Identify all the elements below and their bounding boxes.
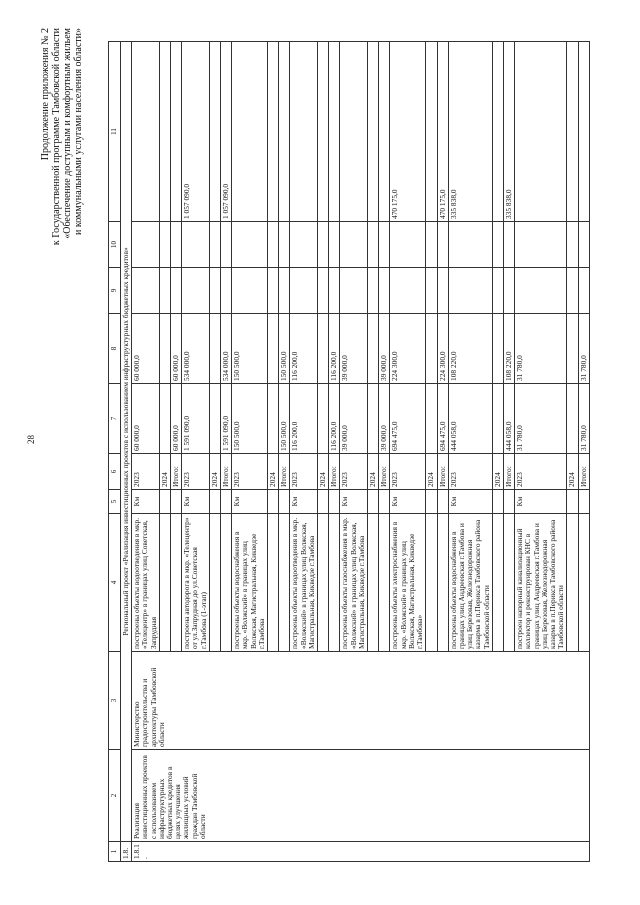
cell-col11 [232, 42, 268, 222]
row-unit: Км [232, 490, 268, 514]
cell-col9 [515, 268, 567, 314]
cell-col11: 335 838,0 [503, 42, 514, 222]
row-unit [503, 490, 514, 514]
cell-col8 [268, 314, 279, 384]
cell-col9 [379, 268, 390, 314]
row-period: 2024 [492, 454, 503, 490]
cell-col8 [159, 314, 170, 384]
row-result [503, 514, 514, 652]
row-period: Итого: [221, 454, 232, 490]
cell-col9 [232, 268, 268, 314]
row-result [368, 514, 379, 652]
row-period: 2024 [268, 454, 279, 490]
column-number-5: 5 [109, 490, 121, 514]
row-unit: Км [340, 490, 368, 514]
cell-col11: 1 057 090,0 [221, 42, 232, 222]
cell-col7 [268, 384, 279, 454]
row-period: Итого: [437, 454, 448, 490]
row-unit: Км [132, 490, 160, 514]
cell-col7: 60 000,0 [132, 384, 160, 454]
cell-col9 [159, 268, 170, 314]
row-unit [578, 490, 589, 514]
cell-col11 [492, 42, 503, 222]
cell-col7: 60 000,0 [171, 384, 182, 454]
cell-col11 [159, 42, 170, 222]
row-unit [318, 490, 329, 514]
cell-col9 [171, 268, 182, 314]
cell-col7 [159, 384, 170, 454]
cell-col10 [318, 222, 329, 268]
row-period: 2023 [182, 454, 210, 490]
cell-col11 [290, 42, 318, 222]
row-unit [279, 490, 290, 514]
cell-col11: 335 838,0 [448, 42, 492, 222]
cell-col7: 116 200,0 [290, 384, 318, 454]
table-body [121, 42, 590, 862]
row-unit [171, 490, 182, 514]
row-unit: Км [390, 490, 426, 514]
row-period: Итого: [379, 454, 390, 490]
row-result: построены объекты газоснабжения в мкр. «Волжский» в границах улиц Волжская, Магистральная, Кикведзе г.Тамбова [340, 514, 368, 652]
row-result [567, 514, 578, 652]
row-unit [329, 490, 340, 514]
cell-col10 [492, 222, 503, 268]
row-result [318, 514, 329, 652]
cell-col9 [368, 268, 379, 314]
cell-col11 [340, 42, 368, 222]
column-number-10: 10 [109, 222, 121, 268]
cell-col7: 150 500,0 [279, 384, 290, 454]
row-period: 2023 [390, 454, 426, 490]
row-period: 2024 [567, 454, 578, 490]
row-unit [268, 490, 279, 514]
cell-col10 [232, 222, 268, 268]
cell-col11 [209, 42, 220, 222]
column-number-1: 1 [109, 842, 121, 862]
cell-col10 [503, 222, 514, 268]
cell-col7: 116 200,0 [329, 384, 340, 454]
cell-col11 [132, 42, 160, 222]
cell-col7 [567, 384, 578, 454]
column-number-9: 9 [109, 268, 121, 314]
cell-col8: 108 220,0 [503, 314, 514, 384]
cell-col9 [437, 268, 448, 314]
column-number-8: 8 [109, 314, 121, 384]
cell-col7 [318, 384, 329, 454]
column-number-row [109, 42, 121, 862]
cell-col9 [503, 268, 514, 314]
row-result [379, 514, 390, 652]
cell-col10 [329, 222, 340, 268]
cell-col8: 60 000,0 [132, 314, 160, 384]
cell-col11 [318, 42, 329, 222]
cell-col10 [209, 222, 220, 268]
row-period: 2023 [232, 454, 268, 490]
row-unit [426, 490, 437, 514]
cell-col8: 116 200,0 [290, 314, 318, 384]
row-unit [379, 490, 390, 514]
cell-col10 [379, 222, 390, 268]
row-result [268, 514, 279, 652]
item-executor: Министерство градостроительства и архитектуры Тамбовской области [132, 652, 590, 750]
cell-col8: 150 500,0 [232, 314, 268, 384]
cell-col10 [182, 222, 210, 268]
cell-col10 [340, 222, 368, 268]
row-unit [159, 490, 170, 514]
row-result [329, 514, 340, 652]
cell-col8: 150 500,0 [279, 314, 290, 384]
cell-col10 [567, 222, 578, 268]
cell-col9 [290, 268, 318, 314]
cell-col10 [132, 222, 160, 268]
cell-col8: 31 780,0 [515, 314, 567, 384]
cell-col10 [268, 222, 279, 268]
row-result: построены объекты электроснабжения в мкр. «Волжский» в границах улиц Волжская, Магистральная, Кикведзе г.Тамбова» [390, 514, 426, 652]
column-number-7: 7 [109, 384, 121, 454]
cell-col11 [426, 42, 437, 222]
cell-col11 [515, 42, 567, 222]
row-unit [437, 490, 448, 514]
cell-col8: 108 220,0 [448, 314, 492, 384]
cell-col8 [368, 314, 379, 384]
cell-col7: 694 475,0 [390, 384, 426, 454]
section-title: Региональный проект «Реализация инвестиционных проектов с использованием инфраструктурных бюджетных кредитов» [121, 42, 132, 842]
row-period: 2024 [159, 454, 170, 490]
cell-col9 [182, 268, 210, 314]
cell-col8: 224 300,0 [437, 314, 448, 384]
row-result [209, 514, 220, 652]
row-period: 2024 [368, 454, 379, 490]
cell-col11 [368, 42, 379, 222]
cell-col7 [492, 384, 503, 454]
row-period: 2024 [209, 454, 220, 490]
program-table [108, 41, 590, 862]
column-number-3: 3 [109, 652, 121, 750]
cell-col9 [567, 268, 578, 314]
section-row [121, 42, 132, 862]
cell-col8 [426, 314, 437, 384]
cell-col11 [268, 42, 279, 222]
cell-col10 [368, 222, 379, 268]
header-line-4: и коммунальными услугами населения области» [73, 28, 84, 235]
column-number-6: 6 [109, 454, 121, 490]
cell-col10 [390, 222, 426, 268]
row-unit [368, 490, 379, 514]
cell-col8 [318, 314, 329, 384]
cell-col8 [492, 314, 503, 384]
cell-col7 [426, 384, 437, 454]
row-unit: Км [290, 490, 318, 514]
cell-col10 [426, 222, 437, 268]
cell-col9 [221, 268, 232, 314]
cell-col8: 534 000,0 [221, 314, 232, 384]
row-unit [209, 490, 220, 514]
row-period: 2023 [290, 454, 318, 490]
row-unit: Км [448, 490, 492, 514]
cell-col10 [279, 222, 290, 268]
cell-col9 [132, 268, 160, 314]
cell-col7: 31 780,0 [515, 384, 567, 454]
item-name: Реализация инвестиционных проектов с использованием инфраструктурных бюджетных кредитов в целях улучшения жилищных условий граждан Тамбовской области [132, 750, 590, 842]
cell-col10 [578, 222, 589, 268]
column-number-11: 11 [109, 42, 121, 222]
cell-col8 [567, 314, 578, 384]
cell-col8: 39 000,0 [340, 314, 368, 384]
row-result [221, 514, 232, 652]
cell-col11: 1 057 090,0 [182, 42, 210, 222]
cell-col8: 31 780,0 [578, 314, 589, 384]
cell-col10 [171, 222, 182, 268]
cell-col9 [448, 268, 492, 314]
header-line-1: Продолжение приложения № 2 [40, 28, 51, 161]
row-result: построен напорный канализационный коллектор и реконструирован КНС в границах улиц Андреевская г.Тамбова и улиц Березовая, Железнодорожная казарма в п.Перикса Тамбовского района Тамбовской области [515, 514, 567, 652]
cell-col10 [159, 222, 170, 268]
column-number-2: 2 [109, 750, 121, 842]
table-row [132, 42, 160, 862]
cell-col10 [437, 222, 448, 268]
row-period: Итого: [171, 454, 182, 490]
row-period: 2023 [340, 454, 368, 490]
row-period: Итого: [578, 454, 589, 490]
header-line-3: «Обеспечение доступным и комфортным жильем [62, 28, 73, 239]
row-period: 2024 [318, 454, 329, 490]
row-unit: Км [515, 490, 567, 514]
cell-col9 [279, 268, 290, 314]
cell-col10 [221, 222, 232, 268]
cell-col10 [290, 222, 318, 268]
cell-col7 [209, 384, 220, 454]
item-number: 1.8.1. [132, 842, 590, 862]
cell-col9 [268, 268, 279, 314]
row-period: 2024 [426, 454, 437, 490]
cell-col9 [578, 268, 589, 314]
cell-col7: 150 500,0 [232, 384, 268, 454]
row-result [279, 514, 290, 652]
cell-col11 [379, 42, 390, 222]
cell-col9 [390, 268, 426, 314]
cell-col7: 1 591 090,0 [221, 384, 232, 454]
row-result [159, 514, 170, 652]
cell-col7 [368, 384, 379, 454]
cell-col11 [329, 42, 340, 222]
cell-col7: 444 058,0 [448, 384, 492, 454]
page-number: 28 [26, 435, 36, 444]
cell-col8: 534 000,0 [182, 314, 210, 384]
cell-col8: 116 200,0 [329, 314, 340, 384]
row-result [492, 514, 503, 652]
row-period: 2023 [448, 454, 492, 490]
cell-col7: 31 780,0 [578, 384, 589, 454]
column-number-4: 4 [109, 514, 121, 652]
cell-col11: 470 175,0 [390, 42, 426, 222]
cell-col9 [492, 268, 503, 314]
row-unit [492, 490, 503, 514]
annex-header [40, 28, 84, 348]
cell-col8 [209, 314, 220, 384]
cell-col8: 60 000,0 [171, 314, 182, 384]
row-result: построена автодорога в мкр. «Телецентр» от ул.Запрудная до ул.Советская г.Тамбова (1-этап) [182, 514, 210, 652]
row-unit: Км [182, 490, 210, 514]
cell-col7: 444 058,0 [503, 384, 514, 454]
row-result: построены объекты водоотведения в мкр. «Волжский» в границах улиц Волжская, Магистральная, Кикведзе г.Тамбова [290, 514, 318, 652]
row-period: Итого: [279, 454, 290, 490]
row-result: построены объекты водоснабжения в мкр. «Волжский» в границах улиц Волжская, Магистральная, Кикведзе г.Тамбова [232, 514, 268, 652]
row-period: 2023 [515, 454, 567, 490]
row-unit [567, 490, 578, 514]
row-result: построены объекты водоснабжения в границах улиц Андреевская г.Тамбова и улиц Березовая, Железнодорожная казарма в п.Перикса Тамбовского района Тамбовской области [448, 514, 492, 652]
row-result [578, 514, 589, 652]
cell-col11 [279, 42, 290, 222]
cell-col11: 470 175,0 [437, 42, 448, 222]
cell-col11 [567, 42, 578, 222]
cell-col9 [318, 268, 329, 314]
cell-col8: 39 000,0 [379, 314, 390, 384]
cell-col7: 39 000,0 [340, 384, 368, 454]
cell-col8: 224 300,0 [390, 314, 426, 384]
cell-col11 [578, 42, 589, 222]
row-result [171, 514, 182, 652]
row-unit [221, 490, 232, 514]
cell-col9 [340, 268, 368, 314]
cell-col9 [329, 268, 340, 314]
row-period: Итого: [329, 454, 340, 490]
header-line-2: к Государственной программе Тамбовской области [51, 28, 62, 246]
cell-col7: 1 591 090,0 [182, 384, 210, 454]
cell-col9 [209, 268, 220, 314]
cell-col7: 39 000,0 [379, 384, 390, 454]
cell-col11 [171, 42, 182, 222]
section-number: 1.8. [121, 842, 132, 862]
cell-col7: 694 475,0 [437, 384, 448, 454]
rotated-table-container [108, 42, 590, 862]
cell-col9 [426, 268, 437, 314]
row-period: 2023 [132, 454, 160, 490]
row-result: построены объекты водоотведения в мкр. «Телецентр» в границах улиц Советская, Запрудная [132, 514, 160, 652]
row-period: Итого: [503, 454, 514, 490]
cell-col10 [515, 222, 567, 268]
row-result [437, 514, 448, 652]
row-result [426, 514, 437, 652]
cell-col10 [448, 222, 492, 268]
